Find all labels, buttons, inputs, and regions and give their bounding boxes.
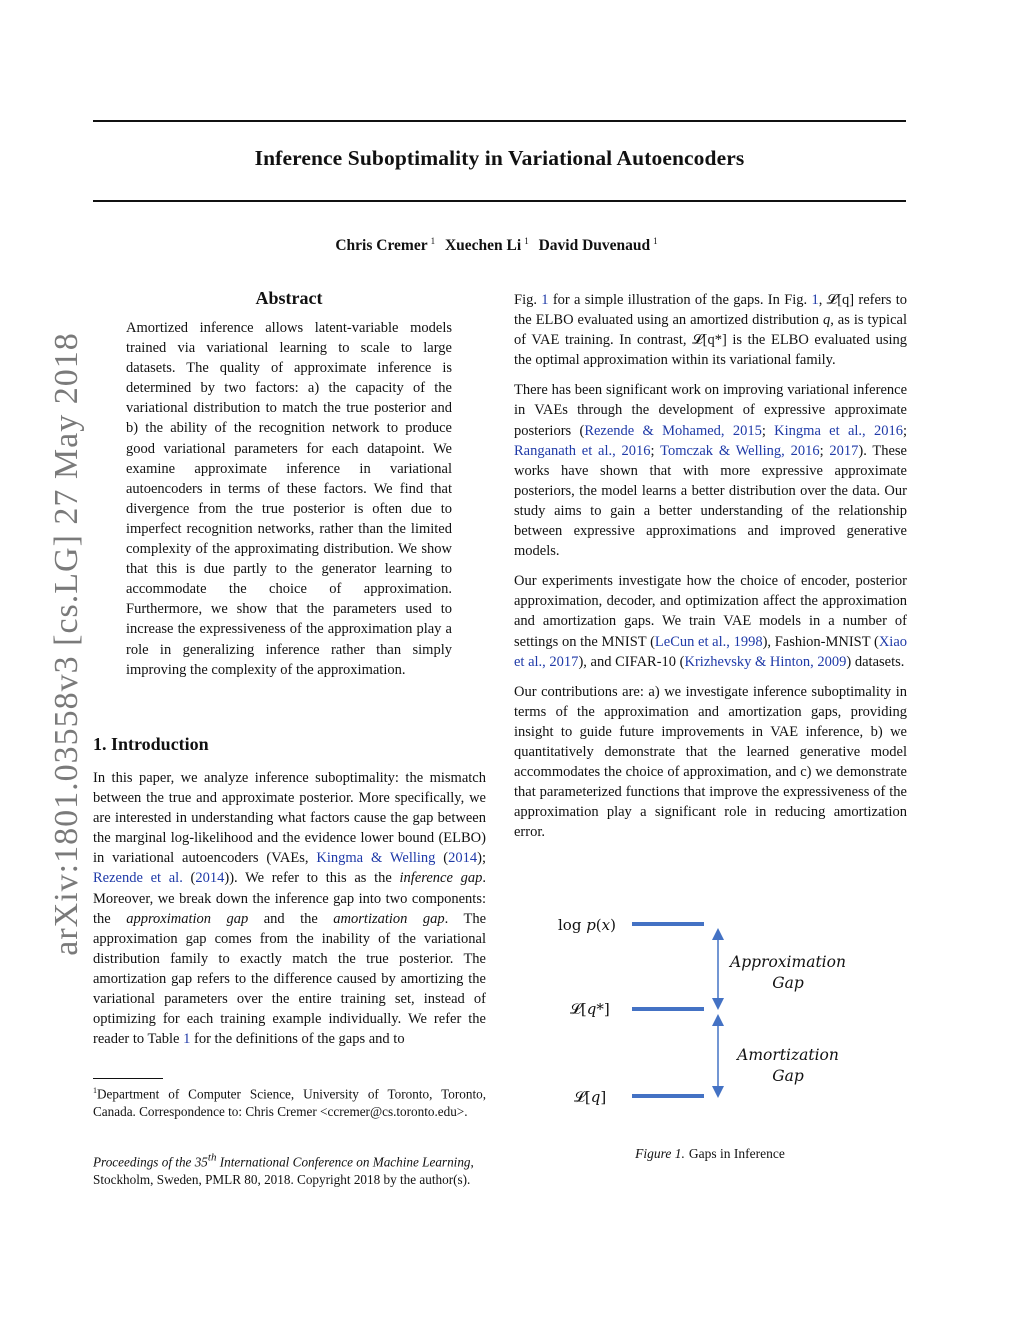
author-name: Xuechen Li: [444, 237, 522, 254]
author-name: Chris Cremer: [335, 237, 428, 254]
label-elbo-qstar: 𝓛[𝑞*]: [570, 1000, 610, 1018]
citation-link[interactable]: LeCun et al., 1998: [654, 633, 763, 650]
title-top-rule: [93, 120, 906, 122]
citation-link[interactable]: 2014: [448, 850, 478, 867]
figure-caption: Figure 1. Gaps in Inference: [635, 1146, 785, 1161]
emphasis-term: inference gap: [399, 870, 483, 887]
label-elbo-q: 𝓛[𝑞]: [574, 1088, 607, 1106]
approximation-gap-label: Approximation Gap: [730, 953, 846, 992]
emphasis-term: amortization gap: [333, 910, 445, 927]
paragraph: Fig. 1 for a simple illustration of the gaps. In Fig. 1, 𝓛[q] refers to the ELBO evaluated using an amortized distribution q, as is typical of VAE training. In contrast, 𝓛[q*] is the ELBO evaluated using the optimal approximation within its variational family.: [514, 292, 907, 369]
citation-link[interactable]: Rezende et al.: [93, 870, 183, 887]
paragraph: Our contributions are: a) we investigate inference suboptimality in terms of the approximation and amortization gaps, providing insight to guide future improvements in VAE inference, b) we quantitatively demonstrate that the learned generative model accommodates the choice of approximation, and c) we demonstrate that parameterized functions that improve the expressiveness of the approximation play a significant role in reducing amortization error.: [514, 683, 907, 841]
citation-link[interactable]: Tomczak & Welling, 2016: [660, 442, 820, 459]
author-affiliation-mark: 1: [524, 236, 529, 246]
citation-link[interactable]: 2017: [829, 442, 859, 459]
affiliation-footnote: $^1$Department of Computer Science, University of Toronto, Toronto, Canada. Correspondence to: Chris Cremer <ccremer@cs.toronto.edu>.: [93, 1086, 486, 1119]
proceedings-note: Proceedings of the 35th International Conference on Machine Learning, Stockholm, Sweden, PMLR 80, 2018. Copyright 2018 by the author(s).: [93, 1152, 474, 1187]
citation-link[interactable]: Kingma & Welling: [316, 850, 436, 867]
gaps-diagram-graphic: [540, 900, 880, 1130]
section-heading-introduction: 1. Introduction: [93, 734, 209, 754]
title-bottom-rule: [93, 200, 906, 202]
paragraph: Our experiments investigate how the choice of encoder, posterior approximation, decoder, and optimization affect the approximation and amortization gaps. We train VAE models in a number of settings on the MNIST (LeCun et al., 1998), Fashion-MNIST (Xiao et al., 2017), and CIFAR-10 (Krizhevsky & Hinton, 2009) datasets.: [514, 573, 907, 670]
paper-title: Inference Suboptimality in Variational Autoencoders: [254, 146, 745, 170]
citation-link[interactable]: 2014: [195, 870, 225, 887]
citation-link[interactable]: Xiao et al., 2017: [514, 633, 907, 670]
arxiv-sidebar-stamp: arXiv:1801.03558v3 [cs.LG] 27 May 2018: [48, 332, 85, 956]
author-affiliation-mark: 1: [653, 236, 658, 246]
citation-link[interactable]: Kingma et al., 2016: [774, 422, 903, 439]
amortization-gap-label: Amortization Gap: [737, 1046, 839, 1085]
table-ref-link[interactable]: 1: [183, 1031, 191, 1048]
figure-ref-link[interactable]: 1: [541, 292, 549, 308]
right-column-text: [514, 290, 907, 852]
author-list: [93, 236, 906, 255]
author-affiliation-mark: 1: [430, 236, 436, 246]
author-name: David Duvenaud: [538, 237, 651, 254]
label-log-px: log 𝑝(𝑥): [558, 916, 616, 934]
footnote-rule: [93, 1078, 163, 1079]
paragraph: There has been significant work on improving variational inference in VAEs through the development of expressive approximate posteriors (Rezende & Mohamed, 2015; Kingma et al., 2016; Ranganath et al., 2016; Tomczak & Welling, 2016; 2017). These works have shown that with more expressive approximate posteriors, the model learns a better distribution over the data. Our study aims to gain a better understanding of the relationship between expressive approximations and improved generative models.: [514, 382, 907, 560]
figure-gaps-diagram: [540, 900, 880, 1130]
abstract-text: Amortized inference allows latent-variable models trained via variational learning to scale to large datasets. The quality of approximate inference is determined by two factors: a) the capacity of the variational distribution to match the true posterior and b) the ability of the recognition network to produce good variational parameters for each datapoint. We examine approximate inference in variational autoencoders in terms of these factors. We find that divergence from the true posterior is often due to imperfect recognition networks, rather than the limited complexity of the approximating distribution. We show that this is due partly to the generator learning to accommodate the choice of approximation. Furthermore, we show that the parameters used to increase the expressiveness of the approximation play a role in generalizing inference rather than simply improving the complexity of the approximation.: [126, 320, 452, 678]
citation-link[interactable]: Rezende & Mohamed, 2015: [584, 422, 762, 439]
citation-link[interactable]: Ranganath et al., 2016: [514, 442, 651, 459]
abstract-heading: Abstract: [255, 288, 323, 308]
intro-paragraph: In this paper, we analyze inference suboptimality: the mismatch between the true and approximate posterior. More specifically, we are interested in understanding what factors cause the gap between the marginal log-likelihood and the evidence lower bound (ELBO) in variational autoencoders (VAEs, Kingma & Welling (2014); Rezende et al. (2014)). We refer to this as the inference gap. Moreover, we break down the inference gap into two components: the approximation gap and the amortization gap. The approximation gap comes from the inability of the variational distribution family to exactly match the true posterior. The amortization gap refers to the difference caused by amortizing the variational parameters over the entire training set, instead of optimizing for each training example individually. We refer the reader to Table 1 for the definitions of the gaps and to: [93, 770, 487, 1048]
figure-ref-link[interactable]: 1: [811, 292, 819, 308]
citation-link[interactable]: Krizhevsky & Hinton, 2009: [684, 653, 847, 670]
emphasis-term: approximation gap: [126, 910, 249, 927]
